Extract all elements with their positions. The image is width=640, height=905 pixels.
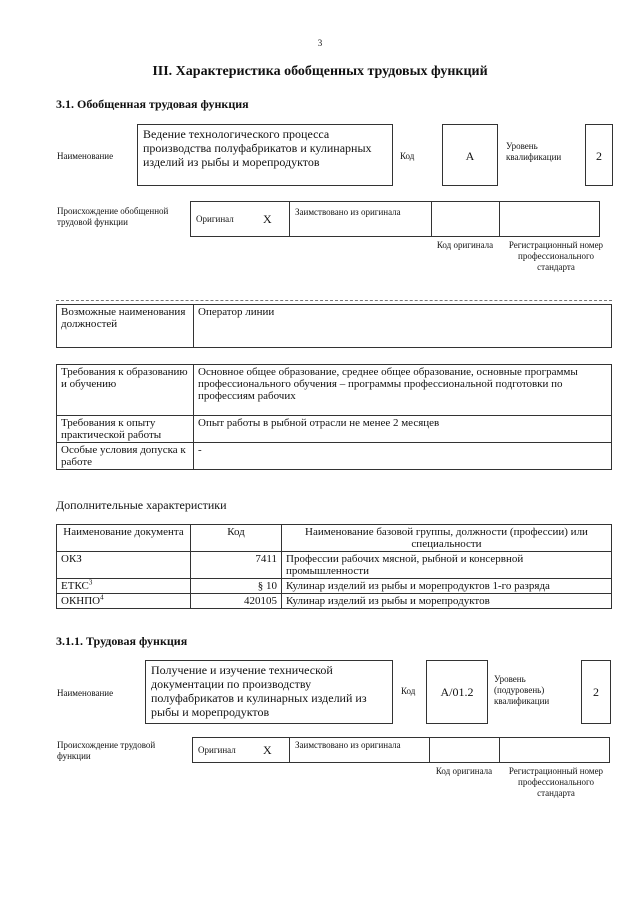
extra-row-doc: ЕТКС$^3$ <box>57 579 191 594</box>
education-label: Требования к образованию и обучению <box>57 365 194 416</box>
extra-row-code: § 10 <box>191 579 282 594</box>
extra-row-doc: ОКЗ <box>57 552 191 579</box>
extra-table <box>56 524 612 609</box>
tf-orig-code-caption: Код оригинала <box>435 766 493 776</box>
tf-name-label: Наименование <box>57 688 114 698</box>
extra-row-code: 7411 <box>191 552 282 579</box>
gtf-code-box <box>442 124 498 186</box>
gtf-original-mark: X <box>263 212 272 226</box>
table-row <box>57 594 612 609</box>
tf-original-label: Оригинал <box>198 745 236 755</box>
tf-code-label: Код <box>401 686 416 696</box>
tf-level-label: Уровень (подуровень) квалификации <box>494 674 550 706</box>
extra-row-name: Кулинар изделий из рыбы и морепродуктов 1-го разряда <box>282 579 612 594</box>
extra-row-name: Профессии рабочих мясной, рыбной и консервной промышленности <box>282 552 612 579</box>
tf-borrowed-label: Заимствовано из оригинала <box>295 740 401 750</box>
table-row <box>57 579 612 594</box>
section-title: III. Характеристика обобщенных трудовых функций <box>152 64 488 79</box>
positions-label: Возможные наименования должностей <box>57 305 194 348</box>
gtf-origin-label: Происхождение обобщенной трудовой функции <box>57 206 169 227</box>
extra-header-name: Наименование базовой группы, должности (профессии) или специальности <box>282 525 612 552</box>
gtf-level-box <box>585 124 613 186</box>
extra-row-doc: ОКНПО$^4$ <box>57 594 191 609</box>
tf-original-mark: X <box>263 743 272 757</box>
tf-heading: 3.1.1. Трудовая функция <box>56 634 188 648</box>
tf-code-box <box>426 660 488 724</box>
gtf-level-label: Уровень квалификации <box>506 141 562 162</box>
experience-value: Опыт работы в рыбной отрасли не менее 2 месяцев <box>194 416 612 443</box>
tf-name-box <box>145 660 393 724</box>
gtf-heading: 3.1. Обобщенная трудовая функция <box>56 97 249 111</box>
tf-reg-number-caption: Регистрационный номер профессионального стандарта <box>508 766 604 798</box>
extra-row-name: Кулинар изделий из рыбы и морепродуктов <box>282 594 612 609</box>
education-value: Основное общее образование, среднее общее образование, основные программы профессионального обучения – программы профессиональной подготовки по профессиям рабочих <box>194 365 612 416</box>
gtf-requirements-table <box>56 364 612 470</box>
tf-name-value: Получение и изучение технической документации по производству полуфабрикатов и кулинарных изделий из рыбы и морепродуктов <box>151 663 367 719</box>
extra-header-doc: Наименование документа <box>57 525 191 552</box>
gtf-positions-table <box>56 304 612 348</box>
gtf-name-box <box>137 124 393 186</box>
gtf-code-label: Код <box>400 151 415 161</box>
gtf-borrowed-label: Заимствовано из оригинала <box>295 207 401 217</box>
gtf-level-value: 2 <box>596 149 602 163</box>
extra-header-code: Код <box>191 525 282 552</box>
extra-heading: Дополнительные характеристики <box>56 498 227 512</box>
tf-level-value: 2 <box>593 685 599 699</box>
gtf-reg-number-caption: Регистрационный номер профессионального стандарта <box>508 240 604 272</box>
tf-level-box <box>581 660 611 724</box>
table-row <box>57 552 612 579</box>
tf-code-value: A/01.2 <box>440 685 474 699</box>
page-number: 3 <box>317 38 323 48</box>
gtf-code-value: A <box>465 149 475 163</box>
extra-row-code: 420105 <box>191 594 282 609</box>
gtf-name-label: Наименование <box>57 151 114 161</box>
experience-label: Требования к опыту практической работы <box>57 416 194 443</box>
tf-origin-label: Происхождение трудовой функции <box>57 740 156 761</box>
special-value: - <box>194 443 612 470</box>
special-label: Особые условия допуска к работе <box>57 443 194 470</box>
gtf-name-value: Ведение технологического процесса производства полуфабрикатов и кулинарных изделий из рыбы и морепродуктов <box>143 127 372 169</box>
gtf-orig-code-caption: Код оригинала <box>436 240 494 250</box>
positions-value: Оператор линии <box>194 305 612 348</box>
gtf-original-label: Оригинал <box>196 214 234 224</box>
